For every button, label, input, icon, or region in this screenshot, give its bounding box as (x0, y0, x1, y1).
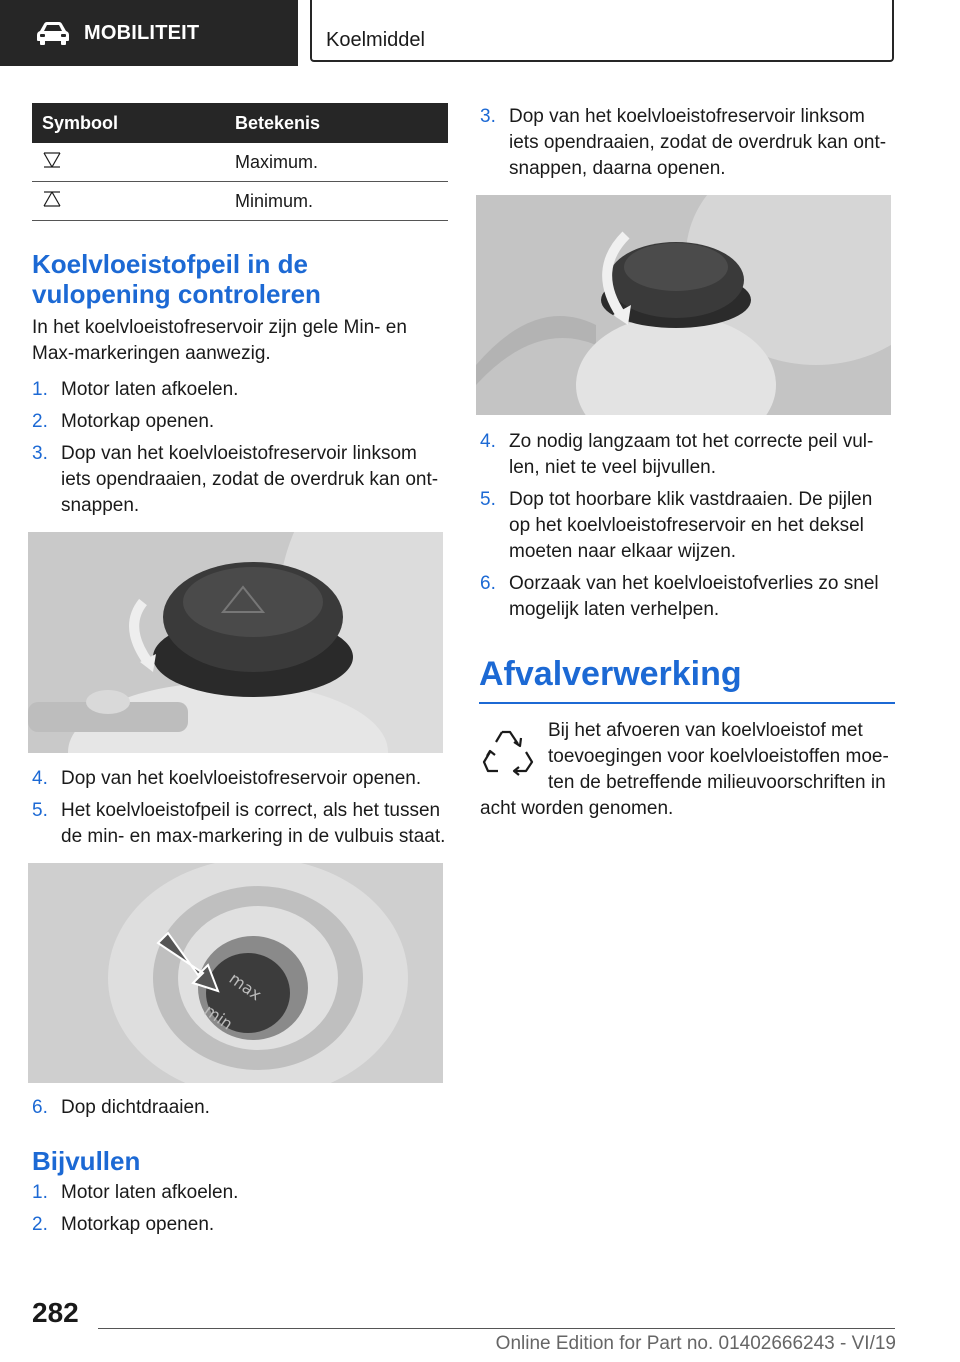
footer-divider (98, 1328, 895, 1329)
table-row (32, 182, 448, 221)
list-item: 4. Dop van het koelvloeistofreservoir openen. (32, 768, 422, 789)
max-mark-icon (42, 150, 62, 170)
list-item: 4. Zo nodig langzaam tot het correcte peil vul-len, niet te veel bijvullen. (480, 431, 874, 478)
section-intro: In het koelvloeistofreservoir zijn gele Min- en Max-markeringen aanwezig. (32, 317, 407, 364)
steps-list (32, 1180, 448, 1238)
table-header-meaning: Betekenis (235, 112, 321, 133)
table-header (32, 103, 448, 143)
right-steps-b (480, 429, 896, 629)
steps-list-c (32, 1095, 448, 1127)
filler-neck-image (28, 863, 443, 1083)
steps-list (32, 377, 448, 519)
section-heading: Koelvloeistofpeil in de vulopening controleren (32, 249, 321, 309)
list-item: 3. Dop van het koelvloeistofreservoir linksom iets opendraaien, zodat de overdruk kan ont-snappen. (32, 443, 439, 516)
list-item: 5. Dop tot hoorbare klik vastdraaien. De pijlen op het koelvloeistofreservoir en het deksel moeten naar elkaar wijzen. (480, 489, 873, 562)
disposal-title: Afvalverwerking (479, 654, 895, 704)
list-item: 6. Dop dichtdraaien. (32, 1097, 210, 1118)
table-cell-meaning: Minimum. (235, 190, 314, 211)
chapter-title: Koelmiddel (326, 29, 425, 51)
list-item: 1. Motor laten afkoelen. (32, 1182, 239, 1203)
car-icon (36, 20, 70, 46)
reservoir-open-image (476, 195, 891, 415)
section-title: MOBILITEIT (84, 21, 200, 44)
table-header-symbol: Symbool (42, 112, 119, 133)
section-tab (0, 0, 298, 66)
section-heading: Bijvullen (32, 1146, 141, 1176)
list-item: 2. Motorkap openen. (32, 411, 215, 432)
reservoir-cap-image (28, 532, 443, 753)
page-number: 282 (32, 1297, 79, 1328)
section-fill (32, 1146, 448, 1244)
list-item: 6. Oorzaak van het koelvloeistofverlies zo snel mogelijk laten verhelpen. (480, 573, 879, 620)
table-row (32, 143, 448, 182)
min-mark-icon (42, 189, 62, 209)
steps-list-b (32, 766, 448, 856)
list-item: 5. Het koelvloeistofpeil is correct, als het tussen de min- en max-markering in de vulbuis staat. (32, 800, 446, 847)
table-cell-meaning: Maximum. (235, 151, 319, 172)
right-steps-a (480, 104, 896, 188)
list-item: 3. Dop van het koelvloeistofreservoir linksom iets opendraaien, zodat de overdruk kan ont-snappen, daarna openen. (480, 106, 887, 179)
list-item: 1. Motor laten afkoelen. (32, 379, 239, 400)
recycle-icon (480, 724, 538, 780)
chapter-header (310, 0, 894, 62)
max-label: max (225, 968, 266, 1005)
footer-edition: Online Edition for Part no. 01402666243 - VI/19 (495, 1333, 896, 1354)
list-item: 2. Motorkap openen. (32, 1214, 215, 1235)
disposal-text: Bij het afvoeren van koelvloeistof met toevoegingen voor koelvloeistoffen moe-ten de betreffende milieuvoorschriften in acht worden genomen. (480, 720, 889, 819)
symbol-table (32, 103, 448, 221)
section-check (32, 249, 448, 525)
disposal-note (480, 718, 896, 822)
min-label: min (200, 1000, 237, 1034)
